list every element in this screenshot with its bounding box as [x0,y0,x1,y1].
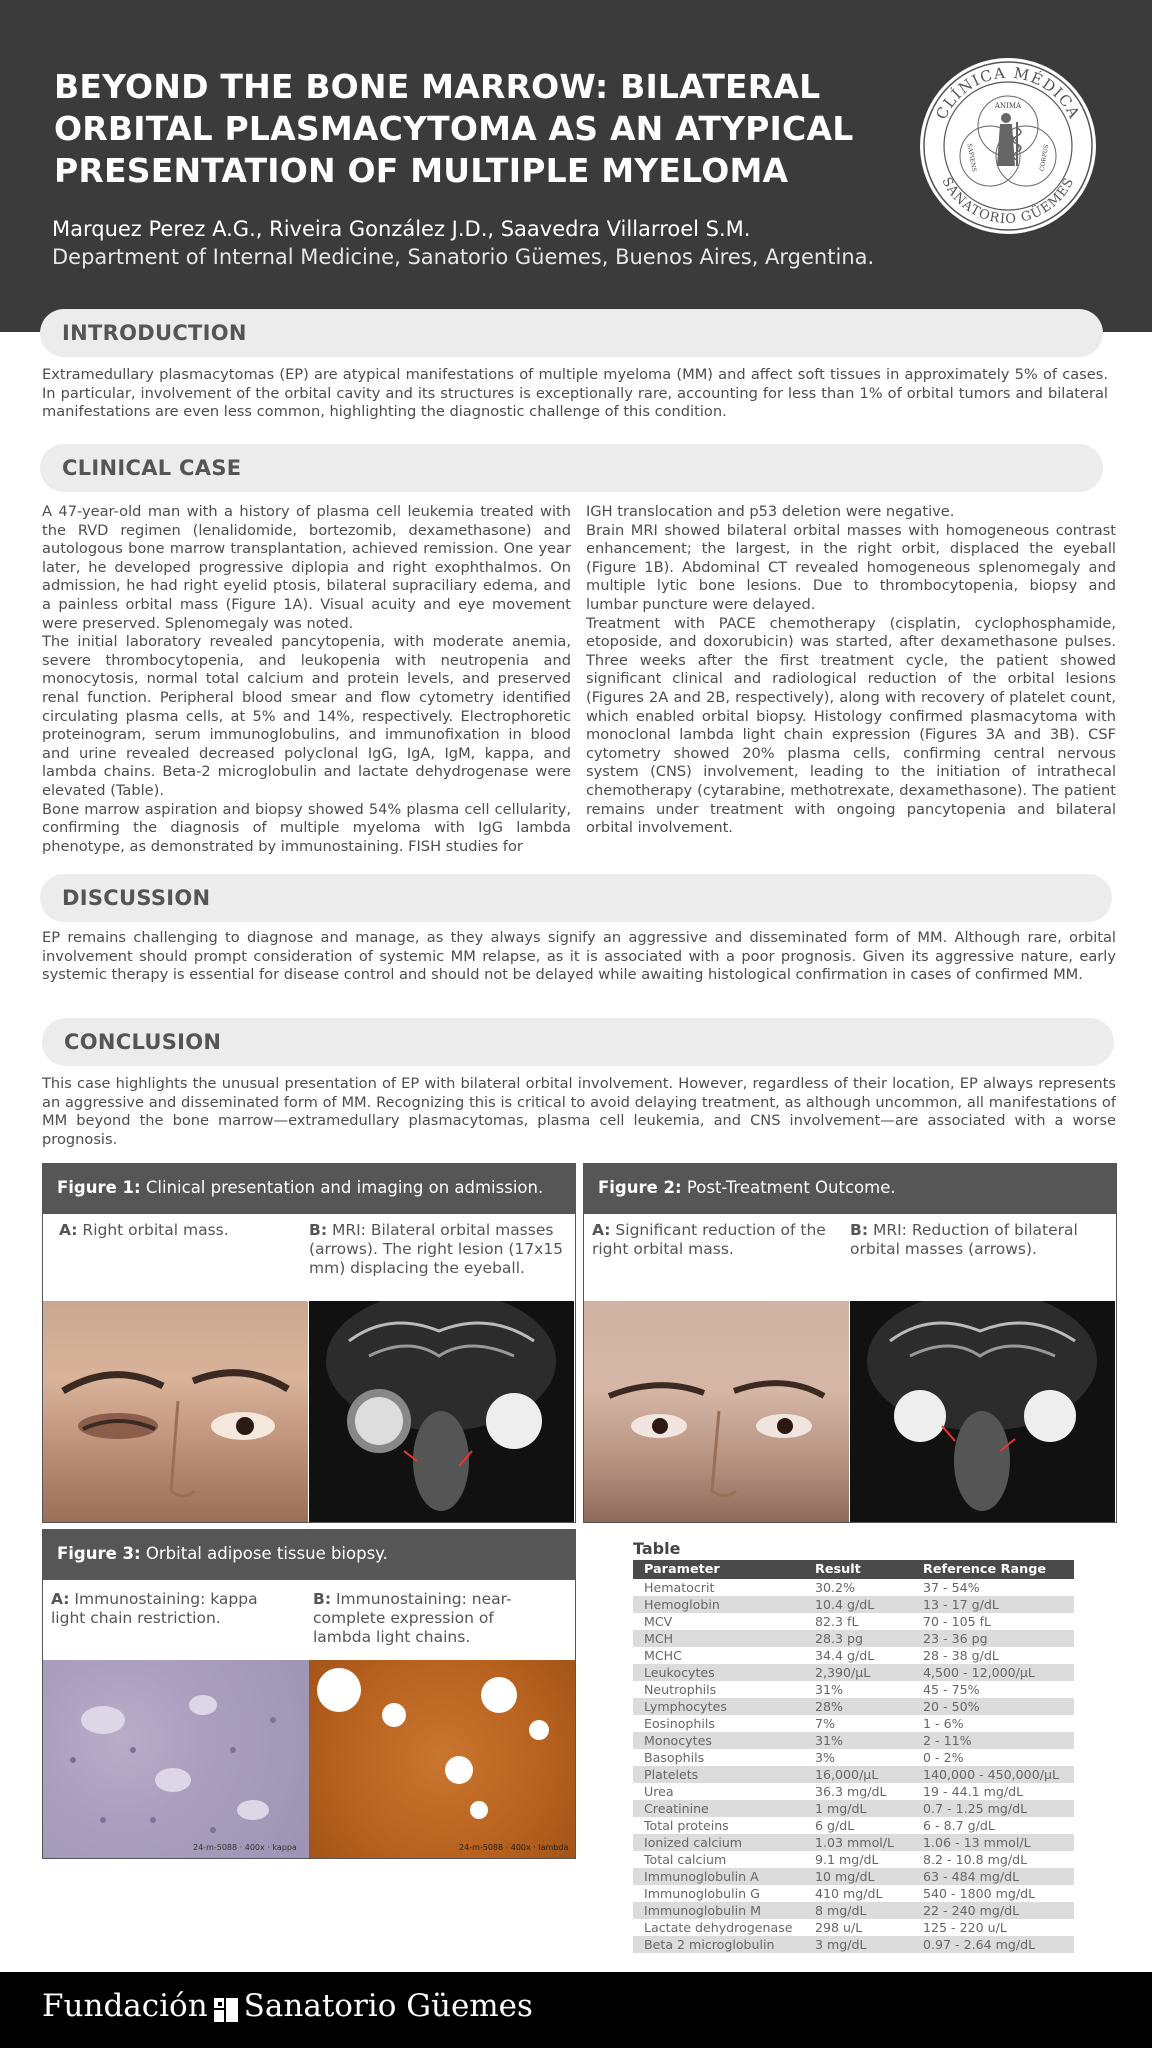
seal-sapiens-text: SAPIENS [965,143,978,173]
cell-parameter: Total proteins [644,1818,729,1833]
cell-reference: 1 - 6% [923,1716,964,1731]
caption-label: B: [313,1590,332,1608]
caption-label: A: [59,1221,78,1239]
figure-2-label: Figure 2: [598,1178,682,1197]
cell-reference: 28 - 38 g/dL [923,1648,999,1663]
caption-label: B: [309,1221,328,1239]
lab-results-table [633,1560,1074,1953]
clinical-case-paragraph: A 47-year-old man with a history of plasma cell leukemia treated with the RVD regimen (lenalidomide, bortezomib, dexamethasone) and autologous bone marrow transplantation, achieved remission. One year later, he developed progressive diplopia and right exophthalmos. On admission, he had right eyelid ptosis, bilateral supraciliary edema, and a painless orbital mass (Figure 1A). Visual acuity and eye movement were preserved. Splenomegaly was noted. [42,503,571,632]
clinical-case-column-2 [586,503,1116,838]
cell-result: 34.4 g/dL [815,1648,875,1663]
cell-reference: 8.2 - 10.8 mg/dL [923,1852,1028,1867]
figure-1b-caption [309,1221,569,1278]
clinical-case-paragraph: The initial laboratory revealed pancytopenia, with moderate anemia, severe thrombocytopenia, and leukopenia with neutropenia and monocytosis, normal total calcium and protein levels, and preserved renal function. Peripheral blood smear and flow cytometry identified circulating plasma cells, at 5% and 14%, respectively. Electrophoretic proteinogram, serum immunoglobulins, and immunofixation in blood and urine revealed decreased polyclonal IgG, IgA, IgM, kappa, and lambda chains. Beta-2 microglobulin and lactate dehydrogenase were elevated (Table). [42,633,571,799]
title-line: ORBITAL PLASMACYTOMA AS AN ATYPICAL [54,109,854,148]
cell-reference: 540 - 1800 mg/dL [923,1886,1036,1901]
clinical-case-paragraph: Treatment with PACE chemotherapy (cisplatin, cyclophosphamide, etoposide, and doxorubicin) was started, after dexamethasone pulses. Three weeks after the first treatment cycle, the patient showed significant clinical and radiological reduction of the orbital lesions (Figures 2A and 2B, respectively), along with recovery of platelet count, which enabled orbital biopsy. Histology confirmed plasmacytoma with monoclonal lambda light chain expression (Figures 3A and 3B). CSF cytometry showed 20% plasma cells, confirming central nervous system (CNS) involvement, leading to the initiation of intrathecal chemotherapy (cytarabine, methotrexate, dexamethasone). The patient remains under treatment with ongoing pancytopenia and bilateral orbital involvement. [586,614,1116,837]
table-row [633,1579,1074,1596]
cell-parameter: Total calcium [644,1852,727,1867]
footer-logo-left: Fundación [42,1988,208,2024]
cell-reference: 63 - 484 mg/dL [912,1868,1074,1885]
cell-result: 1 mg/dL [804,1800,912,1817]
figure-3b-histology [309,1660,575,1858]
poster-header [0,0,1152,332]
cell-parameter: Immunoglobulin M [633,1902,804,1919]
cell-reference: 0.97 - 2.64 mg/dL [912,1936,1074,1953]
cell-reference: 19 - 44.1 mg/dL [923,1784,1024,1799]
affiliation: Department of Internal Medicine, Sanatorio Güemes, Buenos Aires, Argentina. [52,245,875,269]
mri-illustration [309,1301,574,1522]
table-row [633,1902,1074,1919]
table-row [633,1732,1074,1749]
table-row [633,1851,1074,1868]
mri-illustration [850,1301,1115,1522]
cell-parameter: Monocytes [633,1732,804,1749]
figure-1a-photo [43,1301,308,1522]
clinical-case-heading: CLINICAL CASE [62,456,242,480]
lab-table-title: Table [633,1539,681,1558]
cell-result: 10 mg/dL [804,1868,912,1885]
figure-2b-caption [850,1221,1112,1259]
figure-3-header [43,1530,575,1580]
figure-2-header [584,1164,1116,1214]
cell-result: 7% [815,1716,835,1731]
discussion-text: EP remains challenging to diagnose and manage, as they always signify an aggressive and disseminated form of MM. Although rare, orbital involvement should prompt consideration of systemic MM relapse, as it is associated with a poor prognosis. Given its aggressive nature, early systemic therapy is essential for disease control and should not be delayed while awaiting histological confirmation in cases of confirmed MM. [42,929,1116,984]
cell-parameter: Creatinine [633,1800,804,1817]
face-illustration [43,1301,308,1522]
table-row [633,1766,1074,1783]
table-row [633,1749,1074,1766]
figure-3a-caption [51,1590,291,1628]
figure-3a-histology [43,1660,309,1858]
table-row [633,1613,1074,1630]
title-line: PRESENTATION OF MULTIPLE MYELOMA [54,151,789,190]
clinical-case-column-1 [42,503,571,856]
introduction-text: Extramedullary plasmacytomas (EP) are atypical manifestations of multiple myeloma (MM) and affect soft tissues in approximately 5% of cases. In particular, involvement of the orbital cavity and its structures is exceptionally rare, accounting for less than 1% of orbital tumors and bilateral manifestations are even less common, highlighting the diagnostic challenge of this condition. [42,366,1108,421]
cell-parameter: Urea [644,1784,674,1799]
kappa-stain-illustration [43,1660,309,1858]
cell-result: 2,390/µL [804,1664,912,1681]
cell-result: 82.3 fL [815,1614,859,1629]
cell-result: 3% [815,1750,835,1765]
cell-parameter: Ionized calcium [633,1834,804,1851]
seal-bottom-text: SANATORIO GÜEMES [938,175,1078,228]
cell-reference: 37 - 54% [923,1580,980,1595]
authors: Marquez Perez A.G., Riveira González J.D., Saavedra Villarroel S.M. [52,217,751,241]
table-header-row [633,1560,1074,1579]
footer [0,1972,1152,2048]
table-row [633,1885,1074,1902]
histology-stamp: 24-m-5088 · 400x · lambda [459,1843,569,1852]
table-row [633,1868,1074,1885]
cell-parameter: Platelets [633,1766,804,1783]
cell-reference: 6 - 8.7 g/dL [923,1818,995,1833]
caption-text: Immunostaining: kappa light chain restriction. [51,1590,258,1627]
cell-reference: 1.06 - 13 mmol/L [912,1834,1074,1851]
caption-text: Significant reduction of the right orbital mass. [592,1221,826,1258]
cell-result: 36.3 mg/dL [815,1784,887,1799]
figure-1-header [43,1164,575,1214]
cell-result: 31% [815,1682,843,1697]
histology-stamp: 24-m-5088 · 400x · kappa [193,1843,297,1852]
conclusion-section-bar [42,1018,1114,1066]
cell-reference: 125 - 220 u/L [923,1920,1007,1935]
figure-2-title: Post-Treatment Outcome. [686,1178,896,1197]
cell-result: 31% [804,1732,912,1749]
footer-logo-right: Sanatorio Güemes [243,1988,533,2024]
figure-2 [583,1163,1117,1523]
cell-reference: 2 - 11% [912,1732,1074,1749]
cell-parameter: Beta 2 microglobulin [633,1936,804,1953]
cell-parameter: MCV [644,1614,673,1629]
title-line: BEYOND THE BONE MARROW: BILATERAL [54,67,821,106]
seal-anima-text: ANIMA [994,102,1022,110]
clinical-case-section-bar [40,444,1103,492]
conclusion-heading: CONCLUSION [64,1030,222,1054]
cell-parameter: Immunoglobulin A [633,1868,804,1885]
cell-reference: 45 - 75% [923,1682,980,1697]
introduction-heading: INTRODUCTION [62,321,247,345]
seal-corpus-text: CORPUS [1038,143,1051,172]
figure-1-label: Figure 1: [57,1178,141,1197]
cell-parameter: MCHC [644,1648,682,1663]
table-row [633,1647,1074,1664]
lambda-stain-illustration [309,1660,575,1858]
figure-1 [42,1163,576,1523]
seal-top-text: CLÍNICA MÉDICA [932,63,1084,123]
cell-result: 298 u/L [815,1920,863,1935]
caption-text: MRI: Bilateral orbital masses (arrows). The right lesion (17x15 mm) displacing the eyeball. [309,1221,564,1277]
table-row [633,1817,1074,1834]
cell-result: 28.3 pg [804,1630,912,1647]
fundacion-sanatorio-guemes-logo [42,1988,533,2024]
cell-reference: 13 - 17 g/dL [912,1596,1074,1613]
figure-3 [42,1529,576,1859]
cell-result: 28% [804,1698,912,1715]
cell-parameter: Leukocytes [633,1664,804,1681]
cell-parameter: Neutrophils [644,1682,717,1697]
figure-1b-mri [309,1301,574,1522]
cell-reference: 0 - 2% [923,1750,964,1765]
cell-reference: 70 - 105 fL [923,1614,992,1629]
introduction-section-bar [40,309,1103,357]
figure-2a-photo [584,1301,849,1522]
poster-title [54,66,914,192]
cell-result: 410 mg/dL [815,1886,883,1901]
face-illustration [584,1301,849,1522]
cell-result: 30.2% [815,1580,856,1595]
table-row [633,1919,1074,1936]
table-row [633,1800,1074,1817]
logo-mark-icon [214,1994,238,2018]
cell-parameter: Lymphocytes [633,1698,804,1715]
figure-3-label: Figure 3: [57,1544,141,1563]
column-header-reference: Reference Range [912,1560,1074,1579]
cell-reference: 22 - 240 mg/dL [912,1902,1074,1919]
table-row [633,1681,1074,1698]
cell-reference: 0.7 - 1.25 mg/dL [912,1800,1074,1817]
figure-3b-caption [313,1590,553,1647]
caption-text: Right orbital mass. [82,1221,229,1239]
column-header-result: Result [804,1560,912,1579]
table-row [633,1664,1074,1681]
figure-2a-caption [592,1221,832,1259]
cell-result: 16,000/µL [804,1766,912,1783]
cell-parameter: Immunoglobulin G [644,1886,760,1901]
lab-table-body [633,1579,1074,1953]
table-row [633,1596,1074,1613]
figure-1-title: Clinical presentation and imaging on admission. [145,1178,544,1197]
cell-result: 6 g/dL [815,1818,855,1833]
cell-parameter: Hemoglobin [633,1596,804,1613]
cell-reference: 23 - 36 pg [912,1630,1074,1647]
cell-result: 10.4 g/dL [804,1596,912,1613]
cell-reference: 20 - 50% [912,1698,1074,1715]
table-row [633,1630,1074,1647]
table-row [633,1834,1074,1851]
cell-reference: 140,000 - 450,000/µL [912,1766,1074,1783]
caption-label: B: [850,1221,869,1239]
caption-label: A: [51,1590,70,1608]
table-row [633,1698,1074,1715]
figure-2b-mri [850,1301,1115,1522]
cell-parameter: Hematocrit [644,1580,715,1595]
column-header-parameter: Parameter [633,1560,804,1579]
clinical-case-paragraph: IGH translocation and p53 deletion were negative. [586,503,955,520]
figure-3-title: Orbital adipose tissue biopsy. [145,1544,388,1563]
table-row [633,1936,1074,1953]
cell-result: 1.03 mmol/L [804,1834,912,1851]
clinical-case-paragraph: Bone marrow aspiration and biopsy showed 54% plasma cell cellularity, confirming the diagnosis of multiple myeloma with IgG lambda phenotype, as demonstrated by immunostaining. FISH studies for [42,800,571,855]
table-row [633,1783,1074,1800]
conclusion-text: This case highlights the unusual presentation of EP with bilateral orbital involvement. However, regardless of their location, EP always represents an aggressive and disseminated form of MM. Recognizing this is critical to avoid delaying treatment, as although uncommon, all manifestations of MM beyond the bone marrow—extramedullary plasmacytomas, plasma cell leukemia, and CNS involvement—are associated with a worse prognosis. [42,1075,1116,1148]
caption-text: MRI: Reduction of bilateral orbital masses (arrows). [850,1221,1078,1258]
cell-parameter: MCH [633,1630,804,1647]
caption-label: A: [592,1221,611,1239]
clinical-case-paragraph: Brain MRI showed bilateral orbital masses with homogeneous contrast enhancement; the largest, in the right orbit, displaced the eyeball (Figure 1B). Abdominal CT revealed homogeneous splenomegaly and multiple lytic bone lesions. Due to thrombocytopenia, biopsy and lumbar puncture were delayed. [586,521,1116,613]
cell-result: 8 mg/dL [804,1902,912,1919]
cell-parameter: Basophils [644,1750,705,1765]
discussion-section-bar [40,874,1112,922]
cell-result: 9.1 mg/dL [815,1852,879,1867]
clinica-medica-seal-logo [918,56,1098,236]
table-row [633,1715,1074,1732]
caption-text: Immunostaining: near-complete expression of lambda light chains. [313,1590,512,1646]
cell-reference: 4,500 - 12,000/µL [912,1664,1074,1681]
cell-parameter: Lactate dehydrogenase [644,1920,793,1935]
figure-1a-caption [59,1221,299,1240]
cell-result: 3 mg/dL [804,1936,912,1953]
discussion-heading: DISCUSSION [62,886,211,910]
cell-parameter: Eosinophils [644,1716,715,1731]
